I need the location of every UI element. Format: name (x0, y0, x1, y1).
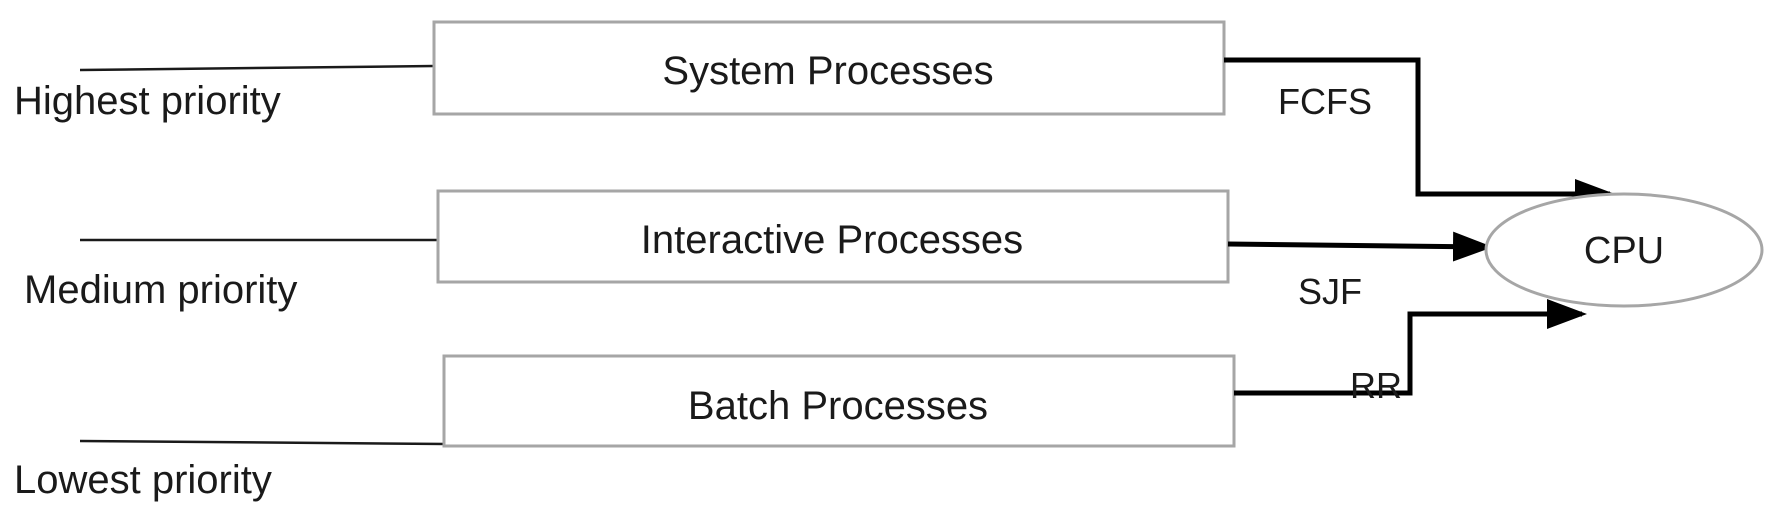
algorithm-label-rr: RR (1350, 365, 1402, 406)
priority-label-lowest: Lowest priority (14, 458, 272, 502)
priority-line-lowest (80, 441, 446, 444)
priority-line-highest (80, 66, 434, 70)
algorithm-label-fcfs: FCFS (1278, 81, 1372, 122)
arrow-interactive-to-cpu (1228, 244, 1488, 247)
priority-label-highest: Highest priority (14, 79, 281, 123)
queue-label-batch: Batch Processes (687, 384, 989, 428)
cpu-label: CPU (1583, 230, 1665, 272)
queue-label-interactive: Interactive Processes (640, 218, 1024, 262)
queue-label-system: System Processes (662, 49, 994, 93)
arrow-batch-to-cpu (1234, 314, 1582, 393)
priority-label-medium: Medium priority (24, 268, 298, 312)
algorithm-label-sjf: SJF (1298, 271, 1363, 312)
